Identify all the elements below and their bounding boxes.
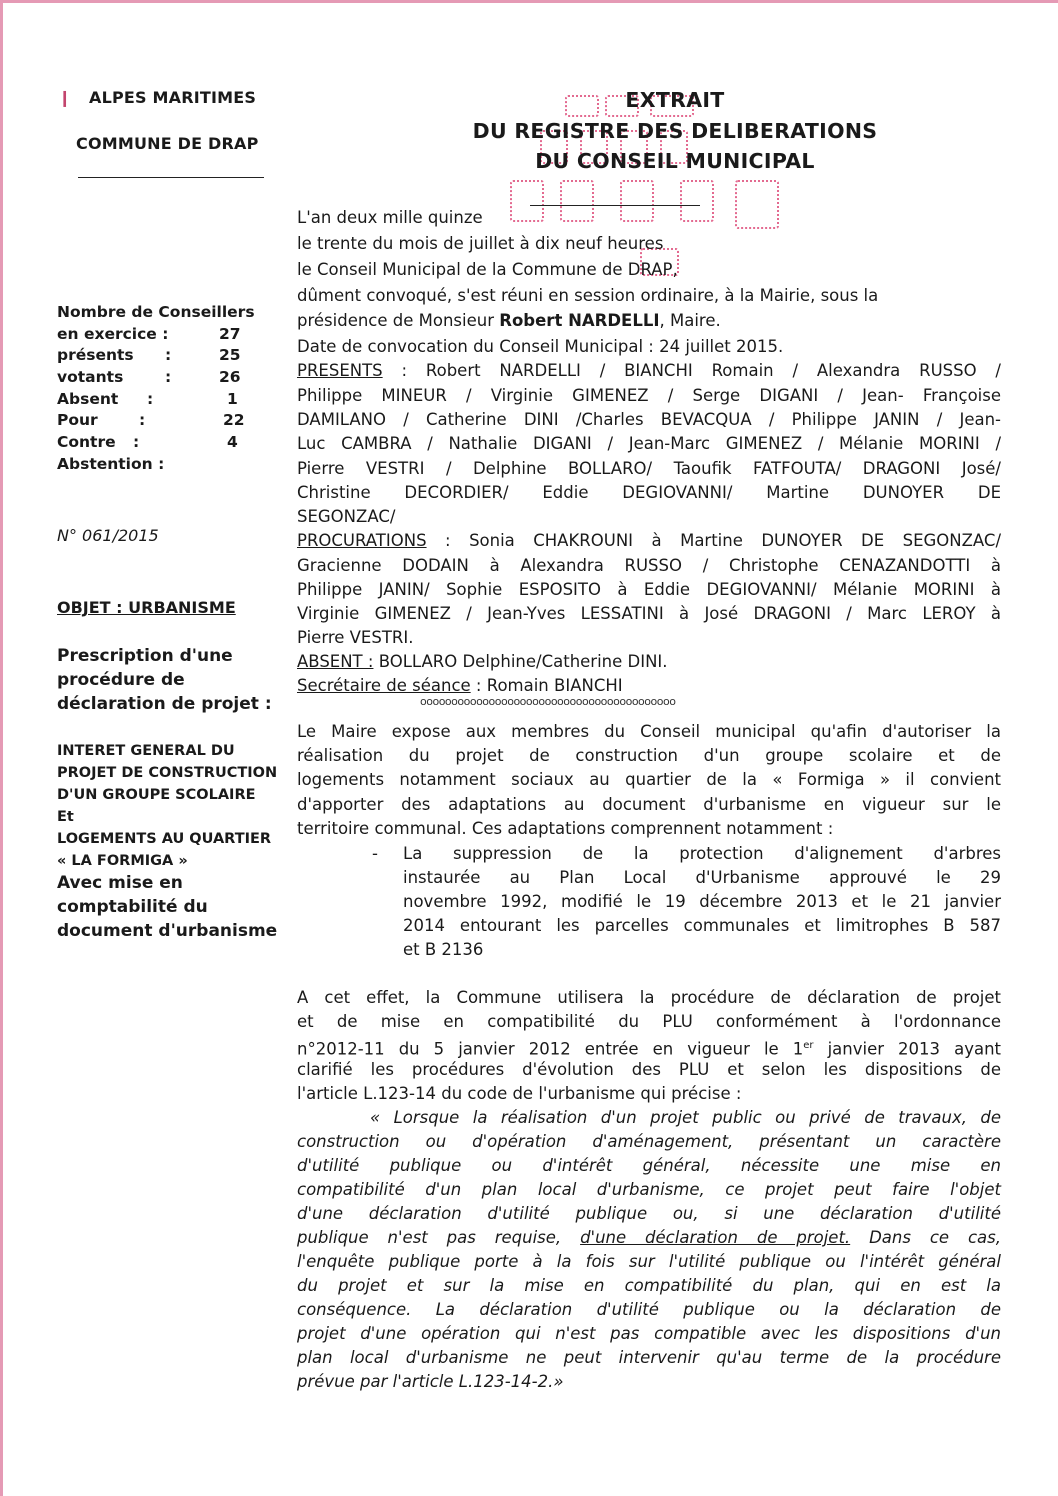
title-conseil: DU CONSEIL MUNICIPAL <box>535 149 815 173</box>
commune-name: COMMUNE DE DRAP <box>76 134 259 153</box>
effet-line: l'article L.123-14 du code de l'urbanisme qui précise : <box>297 1084 742 1103</box>
separator-line: ooooooooooooooooooooooooooooooooooooooooo <box>420 695 676 708</box>
bullet-line: La suppression de la protection d'alignement d'arbres <box>403 844 1001 863</box>
title-registre: DU REGISTRE DES DELIBERATIONS <box>472 119 878 143</box>
department-name: ALPES MARITIMES <box>89 88 257 107</box>
quote-line: construction ou d'opération d'aménagement, présentant un caractère <box>297 1132 1001 1151</box>
presents-line: Christine DECORDIER/ Eddie DEGIOVANNI/ Martine DUNOYER DE <box>297 483 1001 502</box>
absent-line: ABSENT : BOLLARO Delphine/Catherine DINI. <box>297 652 668 671</box>
title-divider <box>530 205 700 206</box>
bullet-dash: - <box>372 844 378 863</box>
presents-line: SEGONZAC/ <box>297 507 396 526</box>
bullet-line: et B 2136 <box>403 940 484 959</box>
expose-line: Le Maire expose aux membres du Conseil municipal qu'afin d'autoriser la <box>297 722 1001 741</box>
left-divider <box>78 177 264 178</box>
convocation-date: Date de convocation du Conseil Municipal : 24 juillet 2015. <box>297 337 784 356</box>
procurations-line: Pierre VESTRI. <box>297 628 414 647</box>
procurations-line: Gracienne DODAIN à Alexandra RUSSO / Christophe CENAZANDOTTI à <box>297 556 1001 575</box>
effet-line: clarifié les procédures d'évolution des PLU et selon les dispositions de <box>297 1060 1001 1079</box>
prescription-heading: Prescription d'une procédure de déclaration de projet : <box>57 646 272 714</box>
effet-line: A cet effet, la Commune utilisera la procédure de déclaration de projet <box>297 988 1001 1007</box>
intro-line: présidence de Monsieur Robert NARDELLI, Maire. <box>297 311 721 330</box>
quote-line: prévue par l'article L.123-14-2.» <box>297 1372 564 1391</box>
presents-line: Pierre VESTRI / Delphine BOLLARO/ Taoufik FATFOUTA/ DRAGONI José/ <box>297 459 1001 478</box>
page-border-top <box>0 0 1058 3</box>
effet-line: et de mise en compatibilité du PLU conformément à l'ordonnance <box>297 1012 1001 1031</box>
presents-line: DAMILANO / Catherine DINI /Charles BEVACQUA / Philippe JANIN / Jean- <box>297 410 1001 429</box>
procurations-line: Virginie GIMENEZ / Jean-Yves LESSATINI à José DRAGONI / Marc LEROY à <box>297 604 1001 623</box>
quote-line: « Lorsque la réalisation d'un projet public ou privé de travaux, de <box>370 1108 1001 1127</box>
quote-line: publique n'est pas requise, d'une déclaration de projet. Dans ce cas, <box>297 1228 1001 1247</box>
bullet-line: 2014 entourant les parcelles communales et limitrophes B 587 <box>403 916 1001 935</box>
intro-line: le Conseil Municipal de la Commune de DRAP, <box>297 260 678 279</box>
intro-line: le trente du mois de juillet à dix neuf heures <box>297 234 664 253</box>
title-extrait: EXTRAIT <box>625 88 725 112</box>
procurations-line: Philippe JANIN/ Sophie ESPOSITO à Eddie DEGIOVANNI/ Mélanie MORINI à <box>297 580 1001 599</box>
effet-line: n°2012-11 du 5 janvier 2012 entrée en vigueur le 1er janvier 2013 ayant <box>297 1039 1001 1059</box>
quote-line: d'une déclaration d'utilité publique ou, si une déclaration d'utilité <box>297 1204 1001 1223</box>
interet-general-block: INTERET GENERAL DU PROJET DE CONSTRUCTION D'UN GROUPE SCOLAIRE Et LOGEMENTS AU QUARTIER « LA FORMIGA » <box>57 743 278 869</box>
presents-line: Philippe MINEUR / Virginie GIMENEZ / Serge DIGANI / Jean- Françoise <box>297 386 1001 405</box>
quote-line: compatibilité d'un plan local d'urbanisme, ce projet peut faire l'objet <box>297 1180 1001 1199</box>
expose-line: territoire communal. Ces adaptations comprennent notamment : <box>297 819 834 838</box>
secretaire-line: Secrétaire de séance : Romain BIANCHI <box>297 676 623 695</box>
presents-line: PRESENTS : Robert NARDELLI / BIANCHI Romain / Alexandra RUSSO / <box>297 361 1001 380</box>
mayor-name: Robert NARDELLI <box>499 311 660 330</box>
mise-en-comptabilite-heading: Avec mise en comptabilité du document d'urbanisme <box>57 873 278 941</box>
expose-line: d'apporter des adaptations au document d'urbanisme en vigueur sur le <box>297 795 1001 814</box>
deliberation-number: N° 061/2015 <box>57 526 159 545</box>
quote-line: projet d'une opération qui n'est pas compatible avec les dispositions d'un <box>297 1324 1001 1343</box>
bullet-line: novembre 1992, modifié le 19 décembre 2013 et le 21 janvier <box>403 892 1001 911</box>
presents-line: Luc CAMBRA / Nathalie DIGANI / Jean-Marc GIMENEZ / Mélanie MORINI / <box>297 434 1001 453</box>
quote-line: conséquence. La déclaration d'utilité publique ou la déclaration de <box>297 1300 1001 1319</box>
declaration-de-projet-emphasis: d'une déclaration de projet. <box>580 1228 851 1247</box>
page-border-left <box>0 0 3 1496</box>
intro-line: L'an deux mille quinze <box>297 208 483 227</box>
objet-heading: OBJET : URBANISME <box>57 598 236 617</box>
quote-line: d'utilité publique ou d'intérêt général, nécessite une mise en <box>297 1156 1001 1175</box>
quote-line: du projet et sur la mise en compatibilité du plan, qui en est la <box>297 1276 1001 1295</box>
quote-line: plan local d'urbanisme ne peut intervenir qu'au terme de la procédure <box>297 1348 1001 1367</box>
expose-line: réalisation du projet de construction d'un groupe scolaire et de <box>297 746 1001 765</box>
intro-line: dûment convoqué, s'est réuni en session ordinaire, à la Mairie, sous la <box>297 286 879 305</box>
expose-line: logements notamment sociaux au quartier de la « Formiga » il convient <box>297 770 1001 789</box>
procurations-line: PROCURATIONS : Sonia CHAKROUNI à Martine DUNOYER DE SEGONZAC/ <box>297 531 1001 550</box>
page-left-marker: ❙ <box>58 88 72 107</box>
quote-line: l'enquête publique porte à la fois sur l'utilité publique ou l'intérêt général <box>297 1252 1001 1271</box>
bullet-line: instaurée au Plan Local d'Urbanisme approuvé le 29 <box>403 868 1001 887</box>
